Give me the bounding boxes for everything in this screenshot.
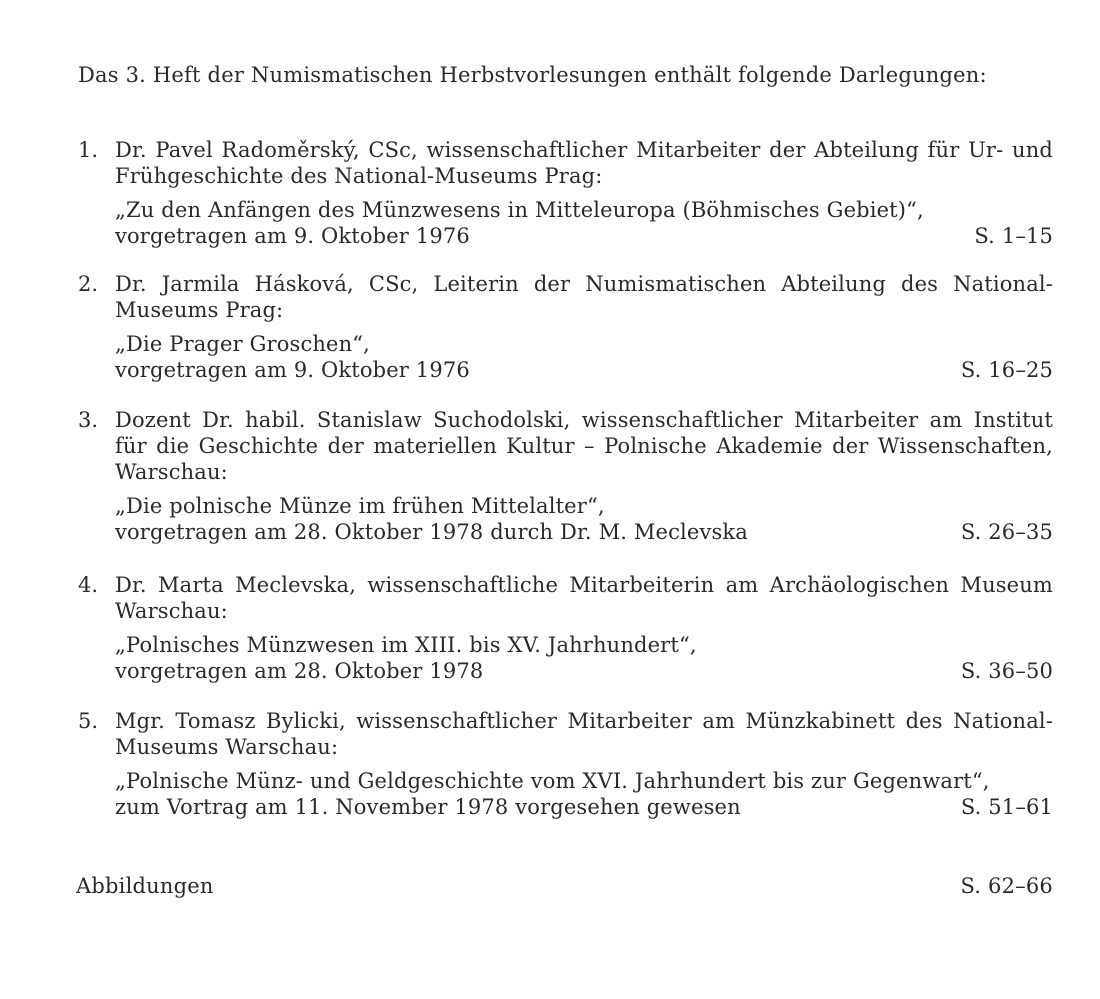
- entry-pages: S. 26–35: [960, 520, 1053, 544]
- illustrations-line: [76, 873, 1053, 899]
- entry-pages: S. 36–50: [960, 659, 1053, 683]
- entry-lecture-line: [115, 357, 1053, 383]
- entry-pages: S. 51–61: [960, 795, 1053, 819]
- entry-author: Dozent Dr. habil. Stanislaw Suchodolski, wissenschaftlicher Mitarbeiter am Institut für die Geschichte der materiellen Kultur – Polnische Akademie der Wissenschaften, Warschau:: [115, 408, 1053, 484]
- entry-title: „Die Prager Groschen“,: [115, 332, 370, 356]
- entry-number: 2.: [78, 272, 99, 296]
- entry-lecture: zum Vortrag am 11. November 1978 vorgesehen gewesen: [115, 795, 741, 819]
- entry-lecture: vorgetragen am 9. Oktober 1976: [115, 358, 470, 382]
- entry-title: „Zu den Anfängen des Münzwesens in Mitteleuropa (Böhmisches Gebiet)“,: [115, 198, 924, 222]
- entry-number: 1.: [78, 138, 99, 162]
- entry-title: „Die polnische Münze im frühen Mittelalter“,: [115, 494, 605, 518]
- contents-entry: [78, 708, 1053, 820]
- entry-lecture: vorgetragen am 28. Oktober 1978 durch Dr. M. Meclevska: [115, 520, 748, 544]
- contents-entry: [78, 271, 1053, 383]
- entry-title: „Polnisches Münzwesen im XIII. bis XV. Jahrhundert“,: [115, 633, 697, 657]
- contents-entry: [78, 407, 1053, 545]
- entry-number: 5.: [78, 709, 99, 733]
- entry-title: „Polnische Münz- und Geldgeschichte vom XVI. Jahrhundert bis zur Gegenwart“,: [115, 769, 990, 793]
- entry-pages: S. 1–15: [974, 224, 1053, 248]
- entry-lecture-line: [115, 658, 1053, 684]
- entry-author: Dr. Pavel Radoměrský, CSc, wissenschaftlicher Mitarbeiter der Abteilung für Ur- und Frühgeschichte des National-Museums Prag:: [115, 138, 1053, 188]
- illustrations-label: Abbildungen: [76, 874, 214, 898]
- entry-lecture-line: [115, 519, 1053, 545]
- intro-paragraph: Das 3. Heft der Numismatischen Herbstvorlesungen enthält folgende Darlegungen:: [78, 63, 987, 87]
- entry-number: 3.: [78, 408, 99, 432]
- contents-entry: [78, 137, 1053, 249]
- contents-entry: [78, 572, 1053, 684]
- entry-lecture-line: [115, 794, 1053, 820]
- entry-number: 4.: [78, 573, 99, 597]
- entry-lecture: vorgetragen am 28. Oktober 1978: [115, 659, 484, 683]
- entry-lecture: vorgetragen am 9. Oktober 1976: [115, 224, 470, 248]
- entry-author: Dr. Jarmila Hásková, CSc, Leiterin der Numismatischen Abteilung des National-Museums Prag:: [115, 272, 1053, 322]
- illustrations-pages: S. 62–66: [960, 874, 1053, 898]
- entry-pages: S. 16–25: [960, 358, 1053, 382]
- entry-lecture-line: [115, 223, 1053, 249]
- entry-author: Dr. Marta Meclevska, wissenschaftliche Mitarbeiterin am Archäologischen Museum Warschau:: [115, 573, 1053, 623]
- entry-author: Mgr. Tomasz Bylicki, wissenschaftlicher Mitarbeiter am Münzkabinett des National-Museums Warschau:: [115, 709, 1053, 759]
